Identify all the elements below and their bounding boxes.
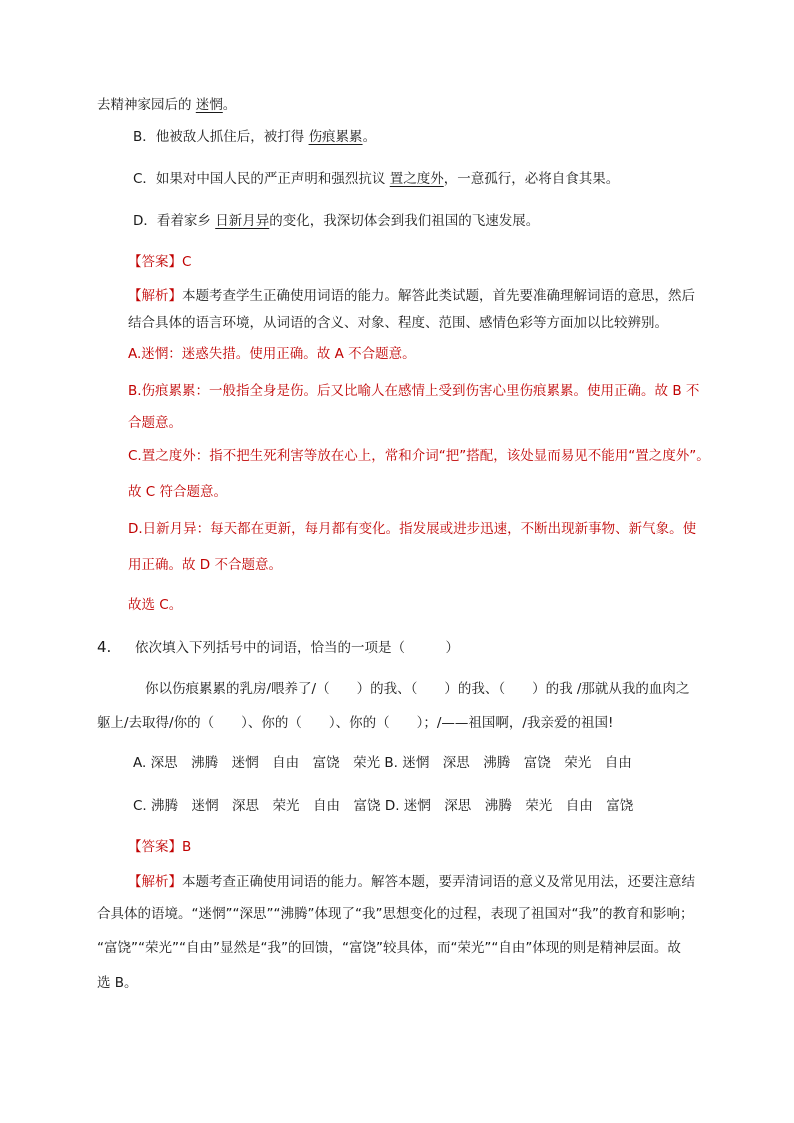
q3-analysis-label: 【解析】 — [128, 288, 182, 304]
q3-answer — [128, 252, 191, 272]
q4-option-a: A. 深思 沸腾 迷惘 自由 富饶 荣光 — [133, 755, 381, 771]
q4-answer-label: 【答案】 — [128, 839, 182, 855]
q4-analysis-label: 【解析】 — [128, 874, 182, 890]
q3-analysis-line-1 — [128, 286, 695, 306]
q3-option-d-post: 的变化，我深切体会到我们祖国的飞速发展。 — [269, 213, 540, 229]
q3-option-a-word: 迷惘 — [195, 97, 223, 113]
q3-option-b-pre: B．他被敌人抓住后，被打得 — [133, 129, 305, 145]
q3-option-a-tail-post: 。 — [222, 97, 237, 113]
q4-analysis-line-2: 合具体的语境。“迷惘”“深思”“沸腾”体现了“我”思想变化的过程，表现了祖国对“我”的教育和影响； — [97, 906, 694, 922]
q4-options-row-2 — [133, 796, 633, 816]
q4-option-c: C. 沸腾 迷惘 深思 荣光 自由 富饶 — [133, 798, 381, 814]
q3-expl-b-2: 合题意。 — [128, 415, 182, 431]
q3-expl-d-1: D.日新月异：每天都在更新，每月都有变化。指发展或进步迅速，不断出现新事物、新气象。使 — [128, 521, 697, 537]
q3-option-c-word: 置之度外 — [389, 171, 444, 187]
q4-analysis-line-3: “富饶”“荣光”“自由”显然是“我”的回馈，“富饶”较具体，而“荣光”“自由”体现的则是精神层面。故 — [97, 940, 681, 956]
q4-number: 4. — [97, 638, 112, 656]
q4-analysis-line-1 — [128, 872, 695, 892]
q4-passage-line-2: 躯上/去取得/你的（ ）、你的（ ）、你的（ ）；/——祖国啊，/我亲爱的祖国! — [97, 715, 614, 731]
q3-choose: 故选 C。 — [128, 597, 183, 613]
q3-expl-a: A.迷惘：迷惑失措。使用正确。故 A 不合题意。 — [128, 346, 416, 362]
q3-option-c — [133, 169, 619, 189]
q4-stem: 依次填入下列括号中的词语，恰当的一项是（ ） — [135, 640, 459, 656]
q3-option-b-post: 。 — [362, 129, 377, 145]
q3-option-a-tail-pre: 去精神家园后的 — [97, 97, 192, 113]
q3-answer-value: C — [182, 254, 192, 270]
q4-answer — [128, 837, 191, 857]
q3-expl-c-2: 故 C 符合题意。 — [128, 484, 228, 500]
q4-answer-value: B — [182, 839, 192, 855]
q3-option-d-pre: D．看着家乡 — [133, 213, 211, 229]
q3-option-a-tail — [97, 95, 236, 115]
q3-option-c-pre: C．如果对中国人民的严正声明和强烈抗议 — [133, 171, 386, 187]
q4-analysis-line-4: 选 B。 — [97, 975, 138, 991]
q4-options-row-1 — [133, 753, 632, 773]
q3-option-b-word: 伤痕累累 — [308, 129, 363, 145]
q4-passage-line-1: 你以伤痕累累的乳房/喂养了/（ ）的我、（ ）的我、（ ）的我 /那就从我的血肉之 — [145, 681, 690, 697]
q3-expl-c-1: C.置之度外：指不把生死利害等放在心上，常和介词“把”搭配，该处显而易见不能用“置之度外”。 — [128, 448, 710, 464]
q4-analysis-text-1: 本题考查正确使用词语的能力。解答本题，要弄清词语的意义及常见用法，还要注意结 — [182, 874, 695, 890]
q4-header — [97, 637, 459, 658]
q3-option-c-post: ，一意孤行，必将自食其果。 — [443, 171, 620, 187]
q3-expl-b-1: B.伤痕累累：一般指全身是伤。后又比喻人在感情上受到伤害心里伤痕累累。使用正确。故 B 不 — [128, 383, 700, 399]
q3-option-d — [133, 211, 539, 231]
q3-answer-label: 【答案】 — [128, 254, 182, 270]
q3-expl-d-2: 用正确。故 D 不合题意。 — [128, 557, 282, 573]
q3-analysis-line-2: 结合具体的语言环境，从词语的含义、对象、程度、范围、感情色彩等方面加以比较辨别。 — [128, 315, 668, 331]
q4-option-b: B. 迷惘 深思 沸腾 富饶 荣光 自由 — [384, 755, 632, 771]
q3-option-b — [133, 127, 376, 147]
q3-analysis-text-1: 本题考查学生正确使用词语的能力。解答此类试题，首先要准确理解词语的意思，然后 — [182, 288, 695, 304]
q4-option-d: D. 迷惘 深思 沸腾 荣光 自由 富饶 — [384, 798, 634, 814]
q3-option-d-word: 日新月异 — [215, 213, 270, 229]
